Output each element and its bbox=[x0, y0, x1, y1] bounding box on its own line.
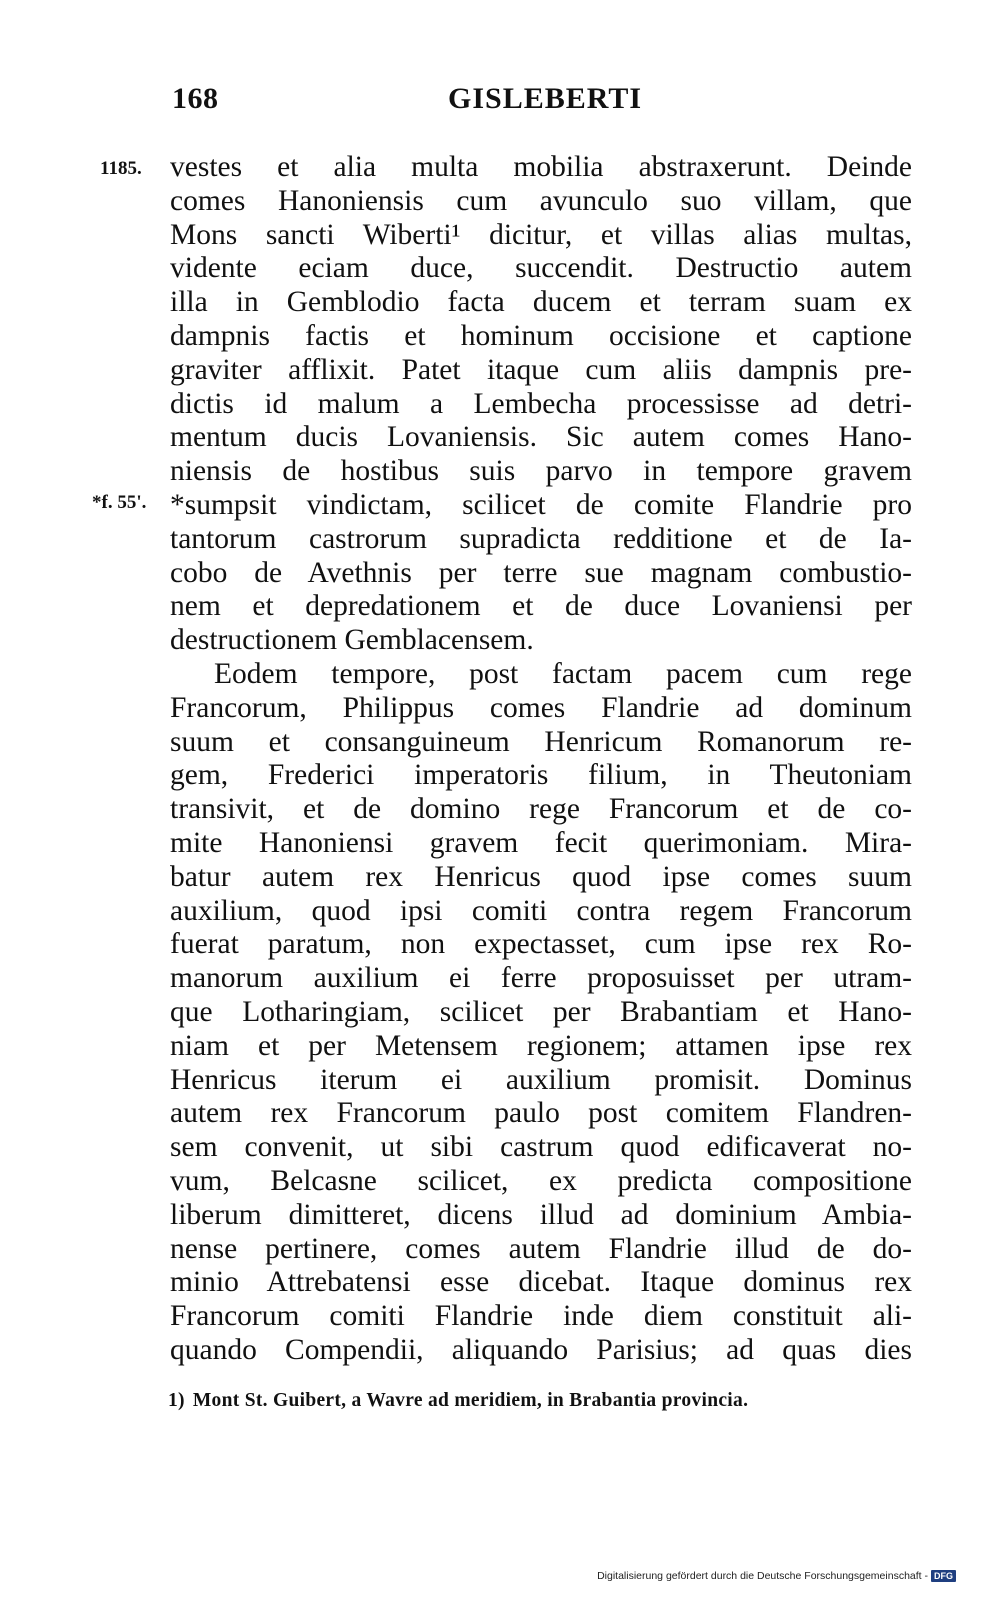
text-line: manorum auxilium ei ferre proposuisset per utram- bbox=[170, 962, 912, 995]
credit-text: Digitalisierung gefördert durch die Deutsche Forschungsgemeinschaft - bbox=[597, 1570, 928, 1582]
text-line: auxilium, quod ipsi comiti contra regem Francorum bbox=[170, 894, 912, 927]
text-line: nem et depredationem et de duce Lovaniensi per bbox=[170, 590, 912, 623]
running-title: GISLEBERTI bbox=[448, 82, 643, 115]
text-line: tantorum castrorum supradicta redditione et de Ia- bbox=[170, 522, 912, 555]
main-text-block bbox=[170, 151, 912, 1368]
text-line: graviter afflixit. Patet itaque cum aliis dampnis pre- bbox=[170, 353, 912, 386]
text-line: sem convenit, ut sibi castrum quod edificaverat no- bbox=[170, 1131, 912, 1164]
text-line: fuerat paratum, non expectasset, cum ipse rex Ro- bbox=[170, 928, 912, 961]
text-line: niensis de hostibus suis parvo in tempore gravem bbox=[170, 455, 912, 488]
text-line: transivit, et de domino rege Francorum et de co- bbox=[170, 793, 912, 826]
page-number: 168 bbox=[172, 82, 219, 115]
text-line: Henricus iterum ei auxilium promisit. Dominus bbox=[170, 1063, 912, 1096]
text-line: quando Compendii, aliquando Parisius; ad quas dies bbox=[170, 1333, 912, 1366]
footnote bbox=[168, 1390, 912, 1412]
digitization-credit bbox=[597, 1570, 956, 1582]
text-line: *sumpsit vindictam, scilicet de comite Flandrie pro bbox=[170, 488, 912, 521]
margin-folio-note: *f. 55'. bbox=[92, 492, 147, 513]
text-line: vestes et alia multa mobilia abstraxerunt. Deinde bbox=[170, 151, 912, 183]
text-line: autem rex Francorum paulo post comitem Flandren- bbox=[170, 1097, 912, 1130]
footnote-text: Mont St. Guibert, a Wavre ad meridiem, in Brabantia provincia. bbox=[192, 1390, 749, 1411]
text-line: dictis id malum a Lembecha processisse ad detri- bbox=[170, 387, 912, 420]
text-line: batur autem rex Henricus quod ipse comes suum bbox=[170, 860, 912, 893]
text-line: Francorum, Philippus comes Flandrie ad dominum bbox=[170, 691, 912, 724]
text-line: vum, Belcasne scilicet, ex predicta compositione bbox=[170, 1164, 912, 1197]
text-line: illa in Gemblodio facta ducem et terram suam ex bbox=[170, 286, 912, 319]
text-line: Eodem tempore, post factam pacem cum rege bbox=[214, 657, 912, 690]
margin-year-note: 1185. bbox=[100, 158, 142, 179]
text-line: liberum dimitteret, dicens illud ad dominium Ambia- bbox=[170, 1198, 912, 1231]
text-line: vidente eciam duce, succendit. Destructio autem bbox=[170, 252, 912, 285]
text-line: mentum ducis Lovaniensis. Sic autem comes Hano- bbox=[170, 421, 912, 454]
footnote-marker: 1) bbox=[168, 1390, 185, 1411]
text-line: que Lotharingiam, scilicet per Brabantiam et Hano- bbox=[170, 995, 912, 1028]
text-line: dampnis factis et hominum occisione et captione bbox=[170, 319, 912, 352]
text-line: Mons sancti Wiberti¹ dicitur, et villas alias multas, bbox=[170, 218, 912, 251]
page-header bbox=[172, 82, 912, 122]
text-line: niam et per Metensem regionem; attamen ipse rex bbox=[170, 1029, 912, 1062]
text-line: suum et consanguineum Henricum Romanorum re- bbox=[170, 725, 912, 758]
text-line: destructionem Gemblacensem. bbox=[170, 624, 534, 657]
text-line: comes Hanoniensis cum avunculo suo villam, que bbox=[170, 184, 912, 217]
text-line: nense pertinere, comes autem Flandrie illud de do- bbox=[170, 1232, 912, 1265]
text-line: Francorum comiti Flandrie inde diem constituit ali- bbox=[170, 1300, 912, 1333]
dfg-logo: DFG bbox=[931, 1570, 956, 1582]
text-line: gem, Frederici imperatoris filium, in Theutoniam bbox=[170, 759, 912, 792]
text-line: minio Attrebatensi esse dicebat. Itaque dominus rex bbox=[170, 1266, 912, 1299]
text-line: mite Hanoniensi gravem fecit querimoniam. Mira- bbox=[170, 826, 912, 859]
text-line: cobo de Avethnis per terre sue magnam combustio- bbox=[170, 556, 912, 589]
